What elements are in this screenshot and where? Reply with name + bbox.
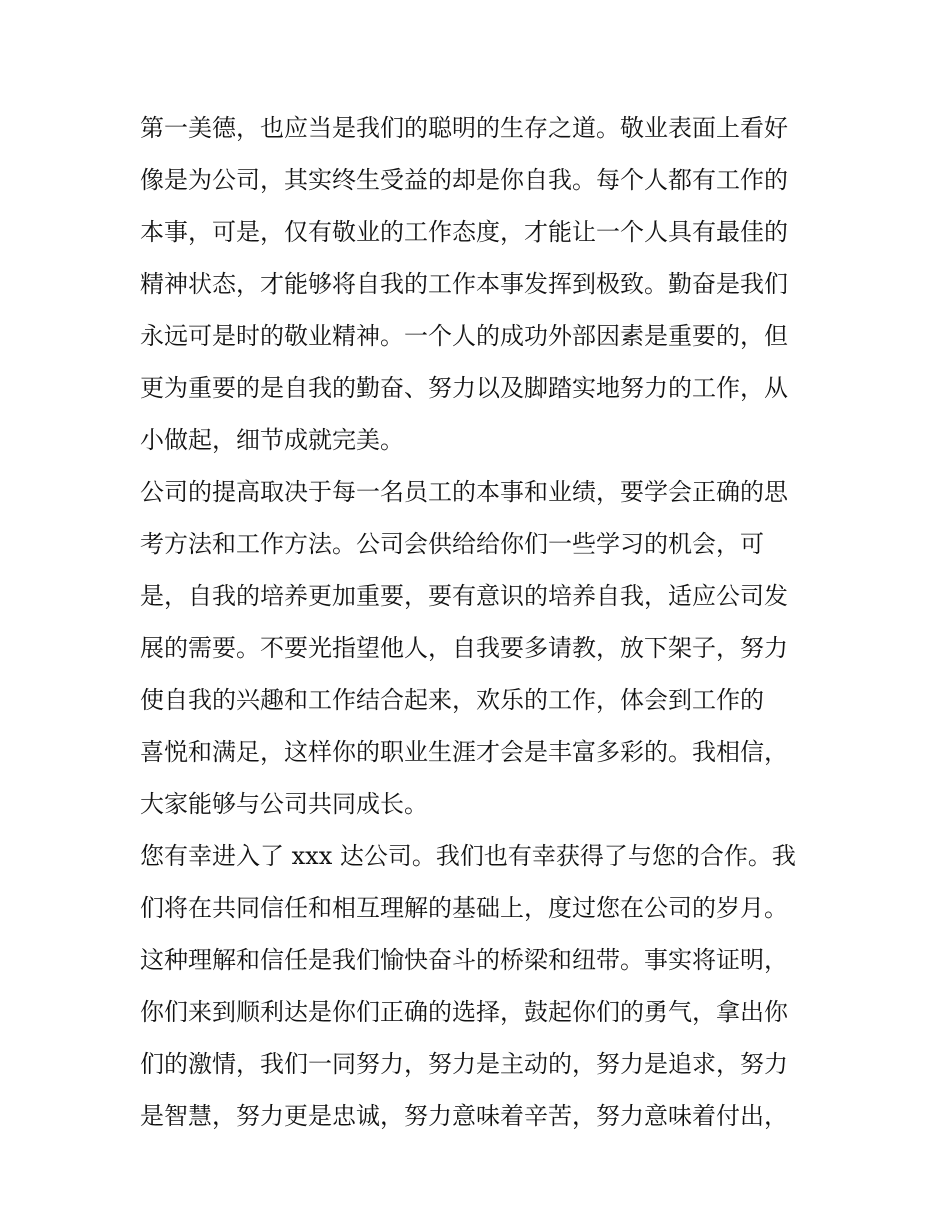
text-line: 你们来到顺利达是你们正确的选择，鼓起你们的勇气，拿出你 xyxy=(140,998,788,1026)
text-line: 是，自我的培养更加重要，要有意识的培养自我，适应公司发 xyxy=(140,582,788,610)
text-line: 使自我的兴趣和工作结合起来，欢乐的工作，体会到工作的 xyxy=(140,686,764,714)
text-line: 精神状态，才能够将自我的工作本事发挥到极致。勤奋是我们 xyxy=(140,270,788,298)
text-line: 这种理解和信任是我们愉快奋斗的桥梁和纽带。事实将证明， xyxy=(140,946,788,974)
text-line: 第一美德，也应当是我们的聪明的生存之道。敬业表面上看好 xyxy=(140,114,788,142)
text-line: 更为重要的是自我的勤奋、努力以及脚踏实地努力的工作，从 xyxy=(140,374,788,402)
text-line: 您有幸进入了 xxx 达公司。我们也有幸获得了与您的合作。我 xyxy=(140,842,796,870)
text-line: 永远可是时的敬业精神。一个人的成功外部因素是重要的，但 xyxy=(140,322,788,350)
text-line: 考方法和工作方法。公司会供给给你们一些学习的机会，可 xyxy=(140,530,764,558)
text-line: 本事，可是，仅有敬业的工作态度，才能让一个人具有最佳的 xyxy=(140,218,788,246)
text-line: 们将在共同信任和相互理解的基础上，度过您在公司的岁月。 xyxy=(140,894,788,922)
text-line: 喜悦和满足，这样你的职业生涯才会是丰富多彩的。我相信， xyxy=(140,738,788,766)
text-line: 公司的提高取决于每一名员工的本事和业绩，要学会正确的思 xyxy=(140,478,788,506)
text-line: 是智慧，努力更是忠诚，努力意味着辛苦，努力意味着付出， xyxy=(140,1102,788,1130)
body-text xyxy=(140,102,820,1142)
text-line: 像是为公司，其实终生受益的却是你自我。每个人都有工作的 xyxy=(140,166,788,194)
text-line: 大家能够与公司共同成长。 xyxy=(140,790,428,818)
text-line: 展的需要。不要光指望他人，自我要多请教，放下架子，努力 xyxy=(140,634,788,662)
text-line: 小做起，细节成就完美。 xyxy=(140,426,404,454)
text-line: 们的激情，我们一同努力，努力是主动的，努力是追求，努力 xyxy=(140,1050,788,1078)
